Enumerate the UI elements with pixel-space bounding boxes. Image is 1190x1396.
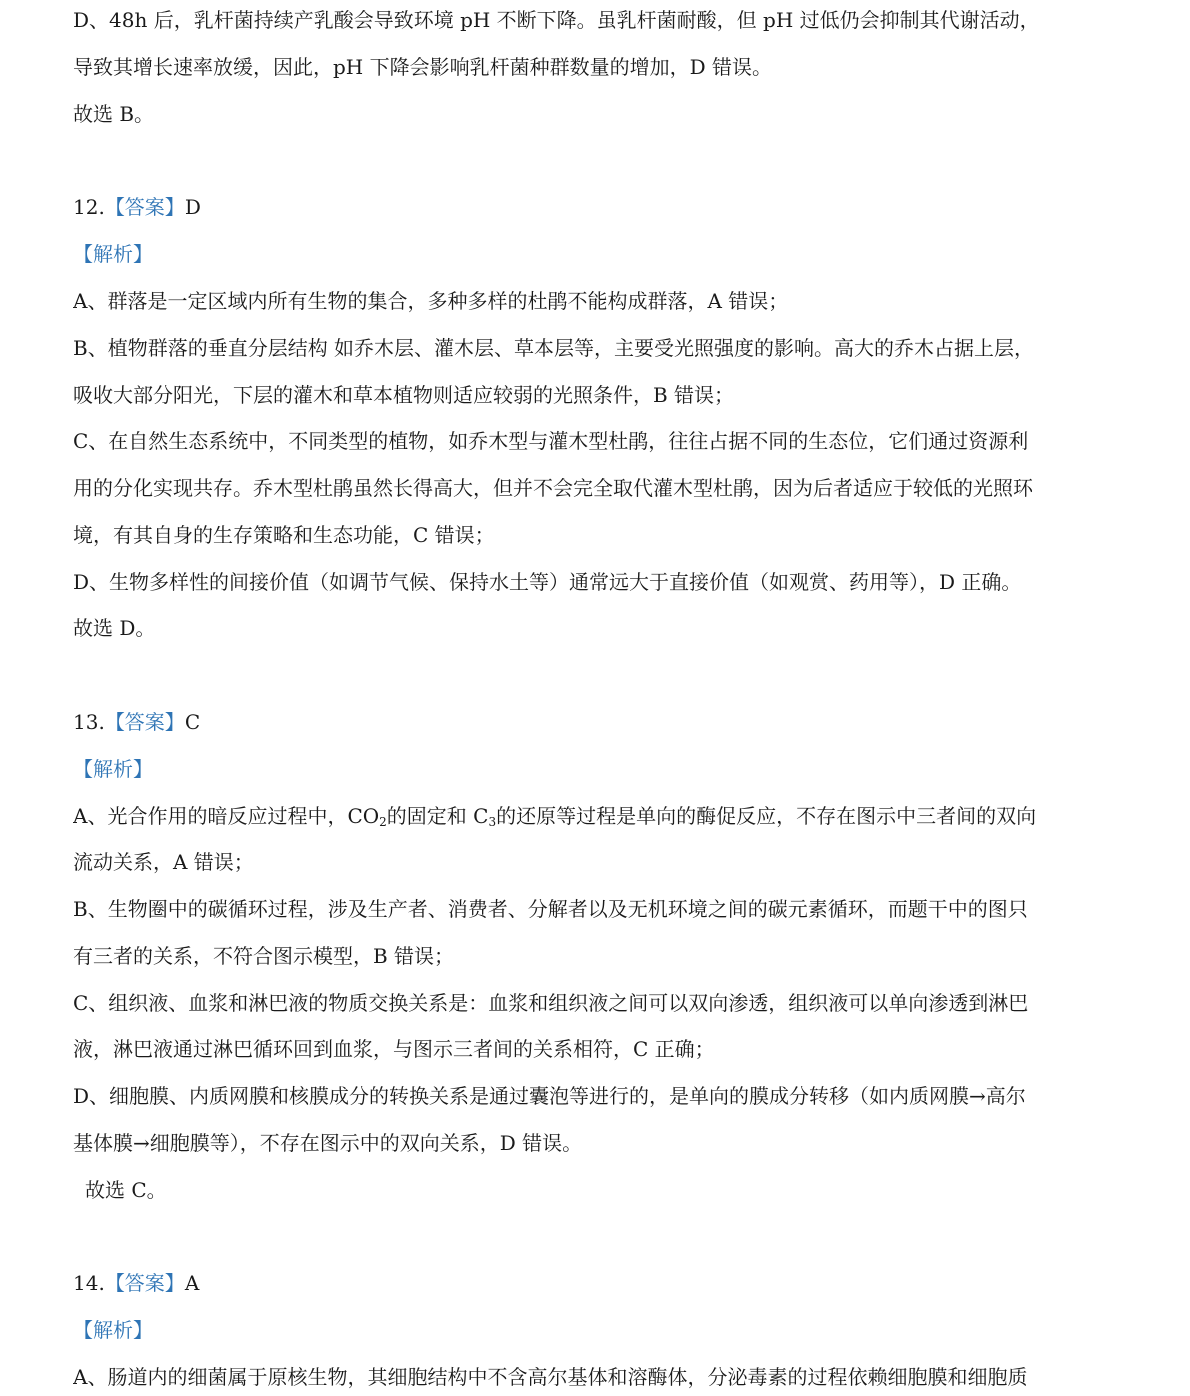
q13-answer: C <box>184 710 201 734</box>
q12-analysis-label: 【解析】 <box>73 242 153 266</box>
q13-option-c-line-2: 液，淋巴液通过淋巴循环回到血浆，与图示三者间的关系相符，C 正确； <box>73 1037 715 1061</box>
q13-option-b-line-2: 有三者的关系，不符合图示模型，B 错误； <box>73 944 455 968</box>
q13-option-d-line-1: D、细胞膜、内质网膜和核膜成分的转换关系是通过囊泡等进行的，是单向的膜成分转移（如内质网膜→高尔 <box>73 1084 1026 1108</box>
q14-number: 14. <box>73 1271 105 1295</box>
q13-option-a-text-1: A、光合作用的暗反应过程中，CO <box>73 804 380 828</box>
q13-option-b-line-1: B、生物圈中的碳循环过程，涉及生产者、消费者、分解者以及无机环境之间的碳元素循环，而题干中的图只 <box>73 897 1028 921</box>
q12-option-a: A、群落是一定区域内所有生物的集合，多种多样的杜鹃不能构成群落，A 错误； <box>73 289 789 313</box>
q11-conclusion: 故选 B。 <box>73 102 155 126</box>
q12-option-b-line-2: 吸收大部分阳光，下层的灌木和草本植物则适应较弱的光照条件，B 错误； <box>73 383 735 407</box>
q12-conclusion: 故选 D。 <box>73 616 156 640</box>
q11-option-d-line-2: 导致其增长速率放缓，因此，pH 下降会影响乳杆菌种群数量的增加，D 错误。 <box>73 55 772 79</box>
q13-analysis-label: 【解析】 <box>73 757 153 781</box>
q11-option-d-line-1: D、48h 后，乳杆菌持续产乳酸会导致环境 pH 不断下降。虽乳杆菌耐酸，但 pH 过低仍会抑制其代谢活动， <box>73 8 1040 32</box>
q13-number: 13. <box>73 710 105 734</box>
q14-analysis-label: 【解析】 <box>73 1318 153 1342</box>
q13-answer-line <box>73 708 1123 736</box>
q12-number: 12. <box>73 195 105 219</box>
q13-option-a-text-2: 的固定和 C <box>386 804 489 828</box>
q12-option-c-line-2: 用的分化实现共存。乔木型杜鹃虽然长得高大，但并不会完全取代灌木型杜鹃，因为后者适应于较低的光照环 <box>73 476 1033 500</box>
q14-answer-line <box>73 1269 1123 1297</box>
q12-answer-label: 【答案】 <box>104 195 185 219</box>
q13-option-c-line-1: C、组织液、血浆和淋巴液的物质交换关系是：血浆和组织液之间可以双向渗透，组织液可以单向渗透到淋巴 <box>73 991 1029 1015</box>
q13-answer-label: 【答案】 <box>104 710 185 734</box>
q12-answer: D <box>184 195 201 219</box>
q13-co2-subscript: 2 <box>379 815 387 829</box>
q12-option-b-line-1: B、植物群落的垂直分层结构 如乔木层、灌木层、草本层等，主要受光照强度的影响。高大的乔木占据上层， <box>73 336 1035 360</box>
q13-option-a-line-2: 流动关系，A 错误； <box>73 850 254 874</box>
q14-option-a-line-1: A、肠道内的细菌属于原核生物，其细胞结构中不含高尔基体和溶酶体，分泌毒素的过程依赖细胞膜和细胞质 <box>73 1365 1028 1389</box>
q14-answer-label: 【答案】 <box>104 1271 185 1295</box>
q12-option-d: D、生物多样性的间接价值（如调节气候、保持水土等）通常远大于直接价值（如观赏、药用等），D 正确。 <box>73 570 1022 594</box>
q12-answer-line <box>73 193 1123 221</box>
q12-option-c-line-3: 境，有其自身的生存策略和生态功能，C 错误； <box>73 523 495 547</box>
q12-option-c-line-1: C、在自然生态系统中，不同类型的植物，如乔木型与灌木型杜鹃，往往占据不同的生态位，它们通过资源利 <box>73 429 1029 453</box>
q13-conclusion: 故选 C。 <box>85 1178 167 1202</box>
q13-option-d-line-2: 基体膜→细胞膜等），不存在图示中的双向关系，D 错误。 <box>73 1131 583 1155</box>
q13-option-a-text-3: 的还原等过程是单向的酶促反应，不存在图示中三者间的双向 <box>496 804 1037 828</box>
q14-answer: A <box>184 1271 200 1295</box>
q13-option-a-line-1 <box>73 802 1123 830</box>
q13-c3-subscript: 3 <box>488 815 497 829</box>
